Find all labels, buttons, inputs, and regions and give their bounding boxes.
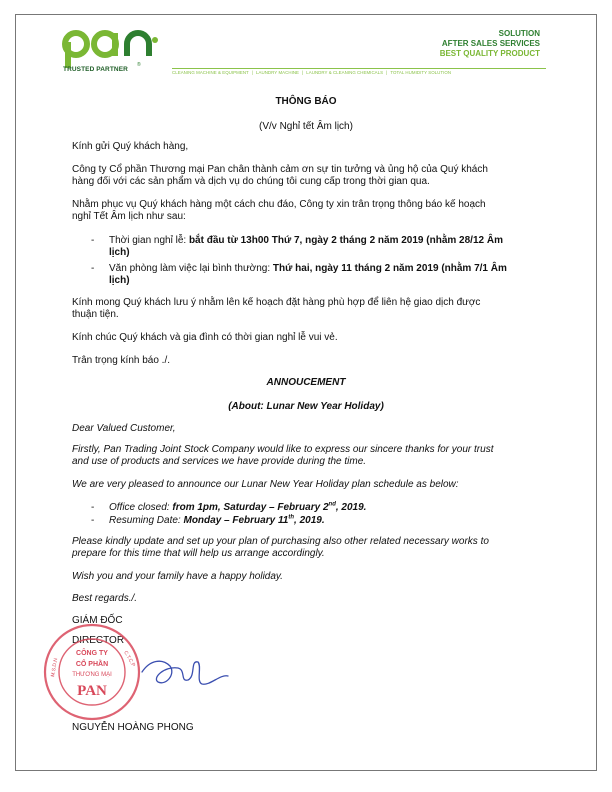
nav-item: CLEANING MACHINE & EQUIPMENT <box>172 70 249 75</box>
vn-title: THÔNG BÁO <box>275 96 337 107</box>
nav-item: LAUNDRY & CLEANING CHEMICALS <box>306 70 384 75</box>
vn-para-2-line-1: Nhằm phục vụ Quý khách hàng một cách chu đáo, Công ty xin trân trọng thông báo kế hoạch <box>72 199 486 210</box>
nav-item: TOTAL HUMIDITY SOLUTION <box>390 70 452 75</box>
header-category-bar <box>172 68 546 75</box>
en-para-3-line-1: Please kindly update and set up your plan of purchasing also other related necessary works to <box>72 536 489 547</box>
nav-separator: | <box>302 70 304 75</box>
nav-item: LAUNDRY MACHINE <box>256 70 300 75</box>
svg-text:C.T.C.P: C.T.C.P <box>122 650 137 668</box>
nav-separator: | <box>251 70 253 75</box>
vn-para-1-line-1: Công ty Cổ phần Thương mại Pan chân thành cảm ơn sự tin tưởng và ủng hộ của Quý khách <box>72 164 488 175</box>
en-para-2: We are very pleased to announce our Lunar New Year Holiday plan schedule as below: <box>72 479 459 490</box>
vn-bullet-2-mark: - <box>91 263 95 274</box>
signer-name: NGUYỄN HOÀNG PHONG <box>72 722 194 733</box>
svg-text:PAN: PAN <box>77 683 107 699</box>
svg-text:CỔ PHẦN: CỔ PHẦN <box>75 661 109 668</box>
signer-role-en: DIRECTOR <box>72 635 125 646</box>
tagline-line-1: SOLUTION <box>498 29 540 38</box>
vn-bullet-2-value: Thứ hai, ngày 11 tháng 2 năm 2019 (nhằm 7/1 Âm <box>272 263 507 274</box>
registered-mark: ® <box>137 62 141 68</box>
vn-bullet-1-label: Thời gian nghỉ lễ: <box>109 235 189 246</box>
en-bullet-1-value-a: from 1pm, Saturday – February 2 <box>172 502 329 513</box>
en-bullet-1 <box>109 502 366 514</box>
en-para-3-line-2: prepare for this time that will help us arrange accordingly. <box>72 548 325 559</box>
en-bullet-1-mark: - <box>91 502 95 513</box>
company-seal-stamp <box>42 622 142 722</box>
vn-para-3-line-2: thuận tiện. <box>72 309 119 320</box>
en-bullet-2-label: Resuming Date: <box>109 515 184 526</box>
en-bullet-1-value-b: , 2019. <box>335 502 367 513</box>
en-bullet-1-label: Office closed: <box>109 502 173 513</box>
vn-bullet-2-label: Văn phòng làm việc lại bình thường: <box>109 263 273 274</box>
en-greeting: Dear Valued Customer, <box>72 423 176 434</box>
vn-subtitle: (V/v Nghỉ tết Âm lịch) <box>259 121 353 132</box>
en-bullet-2-value-a: Monday – February 11 <box>183 515 289 526</box>
en-bullet-2-sup: th <box>288 514 295 521</box>
vn-para-2-line-2: nghỉ Tết Âm lịch như sau: <box>72 211 186 222</box>
vn-para-5: Trân trọng kính báo ./. <box>72 355 171 366</box>
en-bullet-2-value <box>183 515 324 526</box>
vn-bullet-2-value-cont: lịch) <box>109 275 130 286</box>
svg-text:M.S.D.N: M.S.D.N <box>50 657 60 678</box>
en-bullet-2-value-b: , 2019. <box>294 515 325 526</box>
en-bullet-1-sup: nd <box>328 501 336 508</box>
trusted-partner-label: TRUSTED PARTNER <box>63 66 128 73</box>
svg-text:THƯƠNG MẠI: THƯƠNG MẠI <box>72 672 112 678</box>
vn-greeting: Kính gửi Quý khách hàng, <box>72 141 189 152</box>
svg-text:CÔNG TY: CÔNG TY <box>76 650 108 657</box>
tagline-line-3: BEST QUALITY PRODUCT <box>439 49 540 58</box>
vn-bullet-1-value: bắt đầu từ 13h00 Thứ 7, ngày 2 tháng 2 năm 2019 (nhằm 28/12 Âm <box>188 235 503 246</box>
signer-role-vn: GIÁM ĐỐC <box>72 615 123 626</box>
vn-para-3-line-1: Kính mong Quý khách lưu ý nhằm lên kế hoạch đặt hàng phù hợp để liên hệ giao dịch được <box>72 297 481 308</box>
vn-bullet-2 <box>109 263 507 275</box>
vn-para-1-line-2: hàng đối với các sản phẩm và dịch vụ do chúng tôi cung cấp trong thời gian qua. <box>72 176 430 187</box>
en-bullet-1-value <box>172 502 366 513</box>
en-subtitle: (About: Lunar New Year Holiday) <box>228 401 384 412</box>
handwritten-signature <box>140 652 230 698</box>
vn-bullet-1 <box>109 235 503 247</box>
en-bullet-2-mark: - <box>91 515 95 526</box>
en-para-1-line-2: and use of products and services we have provide during the time. <box>72 456 367 467</box>
nav-separator: | <box>386 70 388 75</box>
en-para-1-line-1: Firstly, Pan Trading Joint Stock Company would like to express our sincere thanks for your trust <box>72 444 494 455</box>
en-bullet-2 <box>109 515 325 527</box>
header-tagline <box>440 29 540 59</box>
en-title: ANNOUCEMENT <box>266 377 346 388</box>
vn-bullet-1-mark: - <box>91 235 95 246</box>
vn-bullet-1-value-cont: lịch) <box>109 247 130 258</box>
tagline-line-2: AFTER SALES SERVICES <box>441 39 540 48</box>
en-para-5: Best regards./. <box>72 593 138 604</box>
en-para-4: Wish you and your family have a happy holiday. <box>72 571 283 582</box>
vn-para-4: Kính chúc Quý khách và gia đình có thời gian nghỉ lễ vui vẻ. <box>72 332 338 343</box>
